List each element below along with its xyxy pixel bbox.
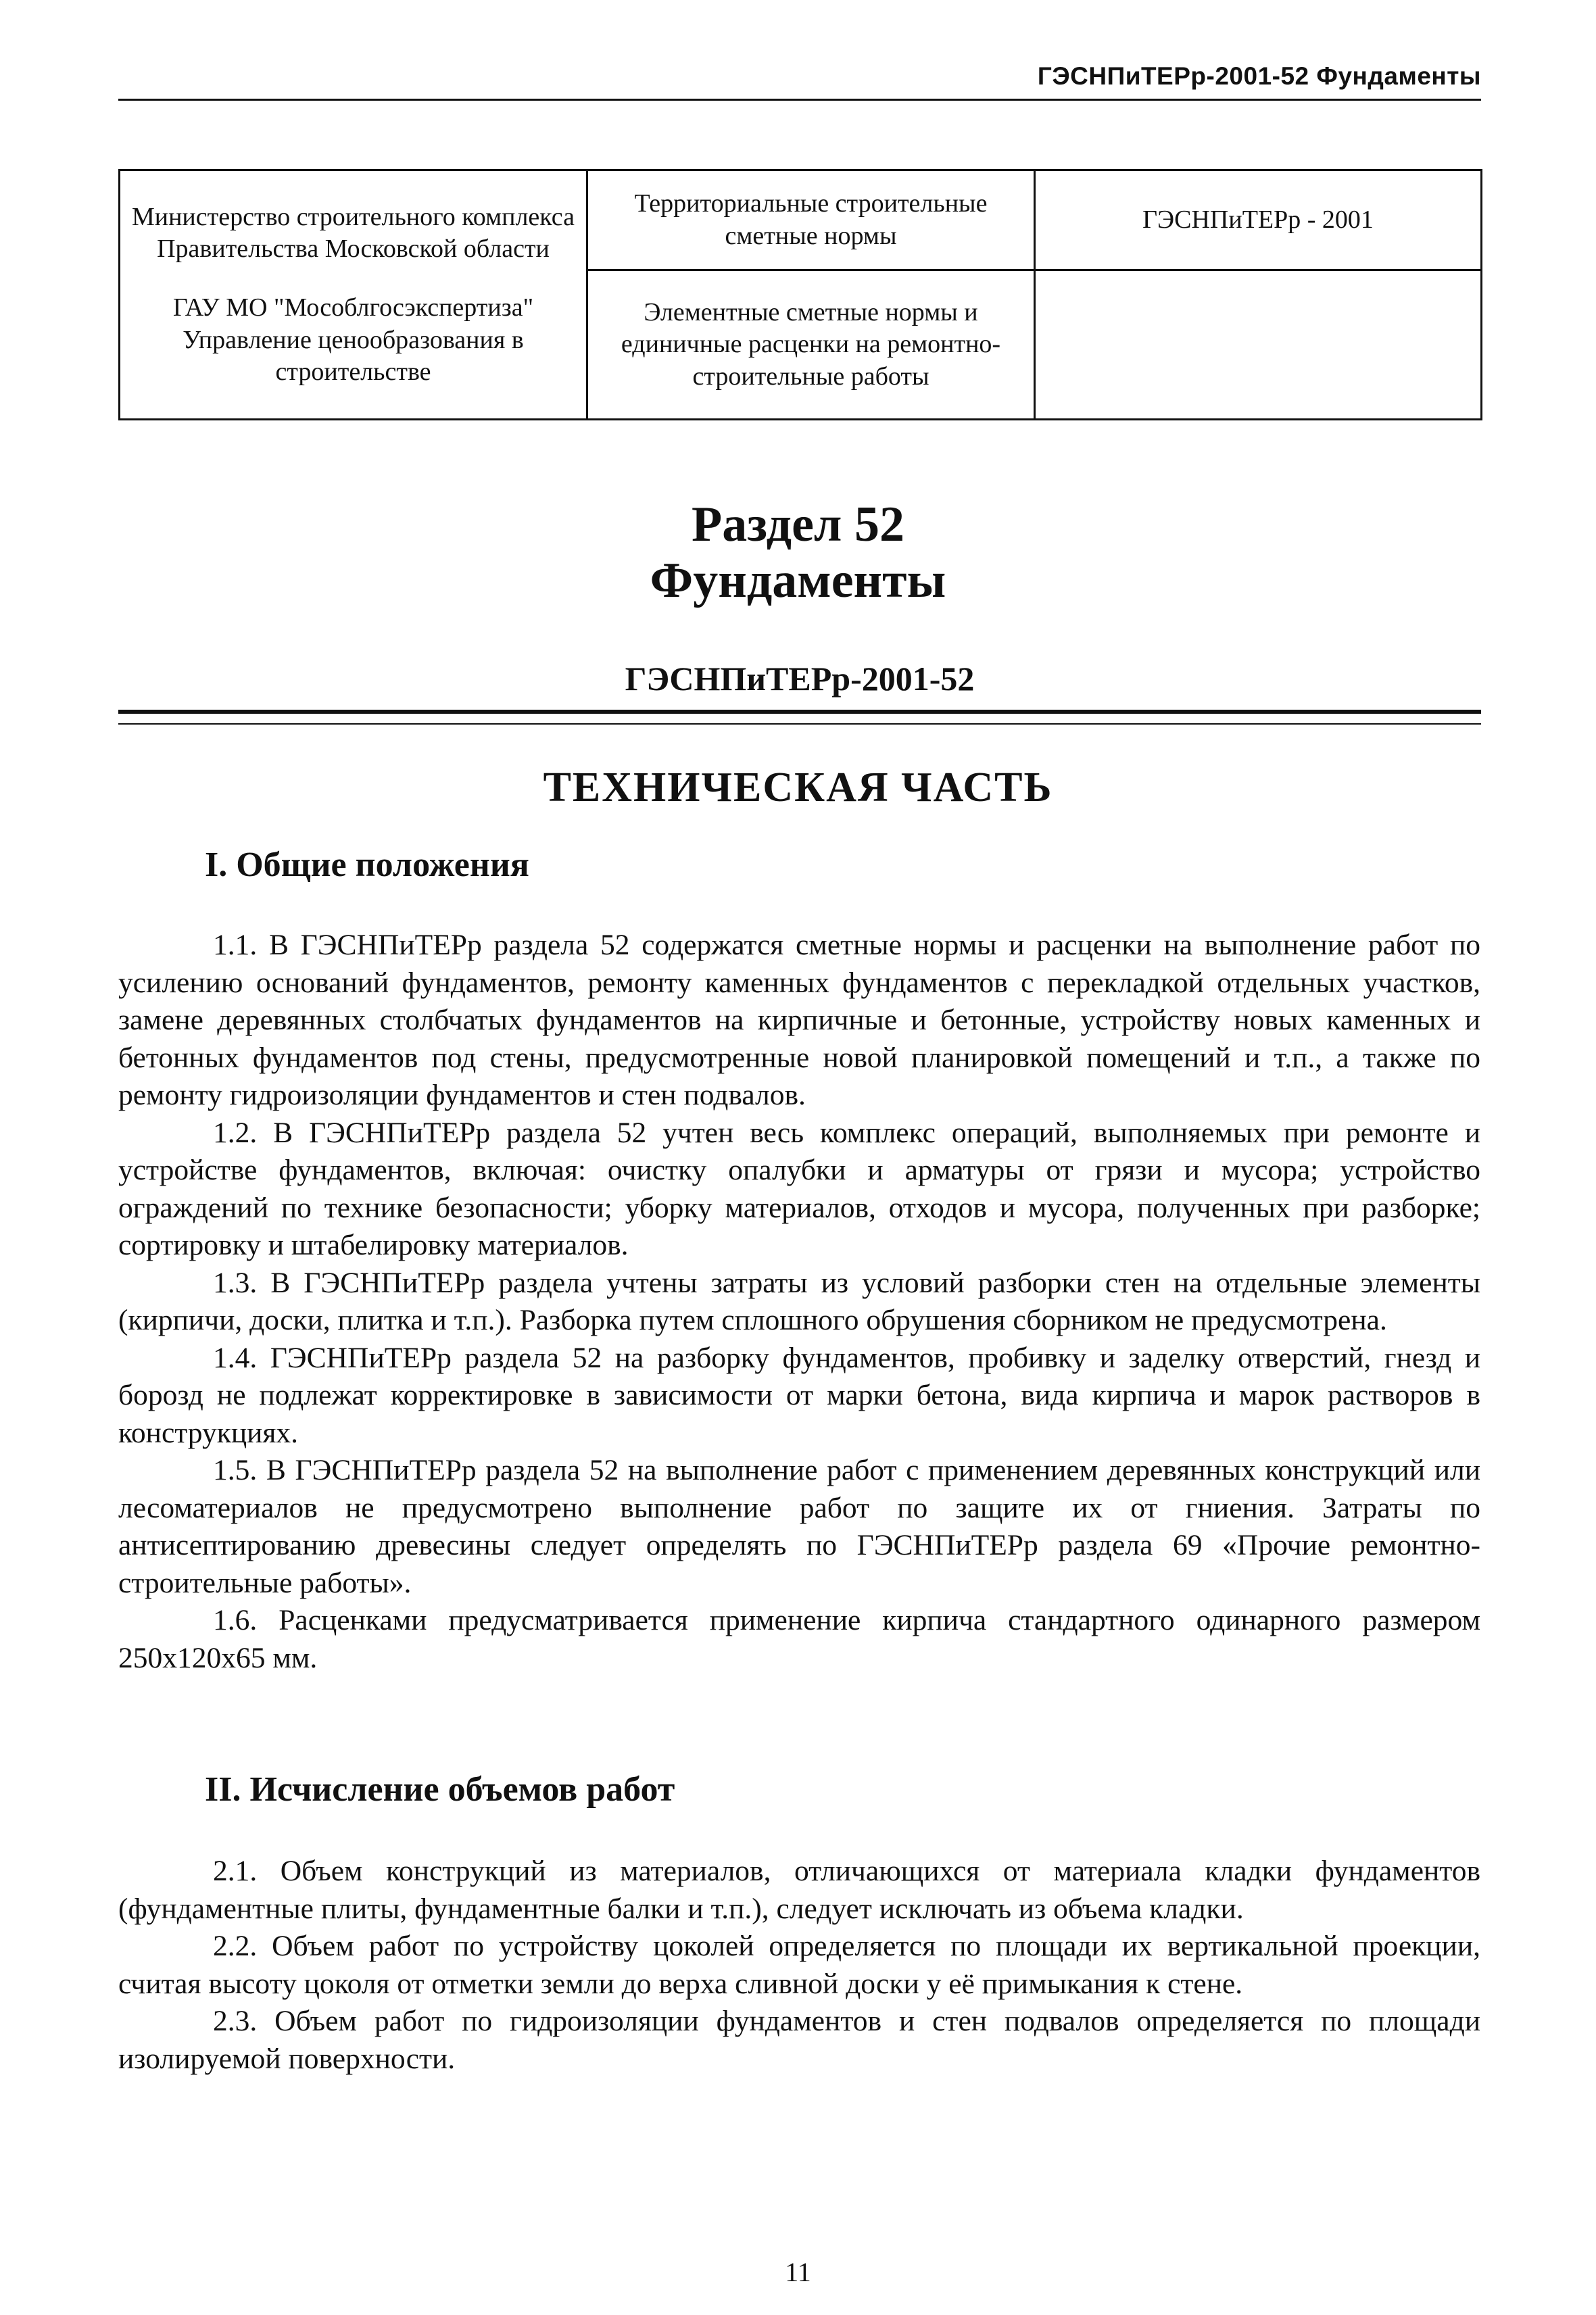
part2-body	[118, 1853, 1480, 2078]
norms-description-cell: Элементные сметные нормы и единичные расценки на ремонтно-строительные работы	[587, 270, 1035, 420]
page-number: 11	[785, 2257, 811, 2287]
section-title	[0, 497, 1596, 609]
norms-code-cell: ГЭСНПиТЕРр - 2001	[1035, 170, 1482, 270]
document-header-table	[118, 169, 1482, 420]
agency-name: ГАУ МО "Мособлгосэкспертиза" Управление ценообразования в строительстве	[172, 293, 534, 386]
paragraph-1-6: 1.6. Расценками предусматривается применение кирпича стандартного одинарного размером 250х120х65 мм.	[118, 1604, 1480, 1674]
paragraph-1-4: 1.4. ГЭСНПиТЕРр раздела 52 на разборку фундаментов, пробивку и заделку отверстий, гнезд и борозд не подлежат корректировке в зависимости от марки бетона, вида кирпича и марок растворов в конструкциях.	[118, 1341, 1480, 1449]
paragraph-1-2: 1.2. В ГЭСНПиТЕРр раздела 52 учтен весь комплекс операций, выполняемых при ремонте и устройстве фундаментов, включая: очистку опалубки и арматуры от грязи и мусора; устройство ограждений по технике безопасности; уборку материалов, отходов и мусора, полученных при разборке; сортировку и штабелировку материалов.	[118, 1116, 1480, 1261]
part1-heading: I. Общие положения	[205, 846, 529, 884]
double-rule-divider	[118, 710, 1481, 725]
empty-cell	[1035, 270, 1482, 420]
paragraph-2-2: 2.2. Объем работ по устройству цоколей определяется по площади их вертикальной проекции, считая высоту цоколя от отметки земли до верха сливной доски у её примыкания к стене.	[118, 1930, 1480, 2000]
section-name: Фундаменты	[650, 552, 946, 608]
ministry-name: Министерство строительного комплекса Правительства Московской области	[131, 203, 575, 264]
paragraph-2-1: 2.1. Объем конструкций из материалов, отличающихся от материала кладки фундаментов (фундаментные плиты, фундаментные балки и т.п.), следует исключать из объема кладки.	[118, 1855, 1480, 1925]
section-code: ГЭСНПиТЕРр-2001-52	[625, 660, 975, 698]
norms-type-cell: Территориальные строительные сметные нормы	[587, 170, 1035, 270]
paragraph-1-3: 1.3. В ГЭСНПиТЕРр раздела учтены затраты из условий разборки стен на отдельные элементы (кирпичи, доски, плитка и т.п.). Разборка путем сплошного обрушения сборником не предусмотрена.	[118, 1266, 1480, 1336]
technical-part-title: ТЕХНИЧЕСКАЯ ЧАСТЬ	[543, 764, 1053, 810]
paragraph-1-5: 1.5. В ГЭСНПиТЕРр раздела 52 на выполнение работ с применением деревянных конструкций или лесоматериалов не предусмотрено выполнение работ по защите их от гниения. Затраты по антисептированию древесины следует определять по ГЭСНПиТЕРр раздела 69 «Прочие ремонтно-строительные работы».	[118, 1454, 1480, 1599]
paragraph-1-1: 1.1. В ГЭСНПиТЕРр раздела 52 содержатся сметные нормы и расценки на выполнение работ по усилению оснований фундаментов, ремонту каменных фундаментов с перекладкой отдельных участков, замене деревянных столбчатых фундаментов на кирпичные и бетонные, устройству новых каменных и бетонных фундаментов под стены, предусмотренные новой планировкой помещений и т.п., а также по ремонту гидроизоляции фундаментов и стен подвалов.	[118, 929, 1480, 1111]
issuing-organization-cell	[120, 170, 587, 420]
section-number: Раздел 52	[692, 497, 904, 552]
running-header: ГЭСНПиТЕРр-2001-52 Фундаменты	[118, 62, 1481, 101]
part2-heading: II. Исчисление объемов работ	[205, 1770, 675, 1809]
paragraph-2-3: 2.3. Объем работ по гидроизоляции фундаментов и стен подвалов определяется по площади изолируемой поверхности.	[118, 2005, 1480, 2075]
part1-body	[118, 927, 1480, 1677]
section-code-wrap	[118, 659, 1481, 698]
